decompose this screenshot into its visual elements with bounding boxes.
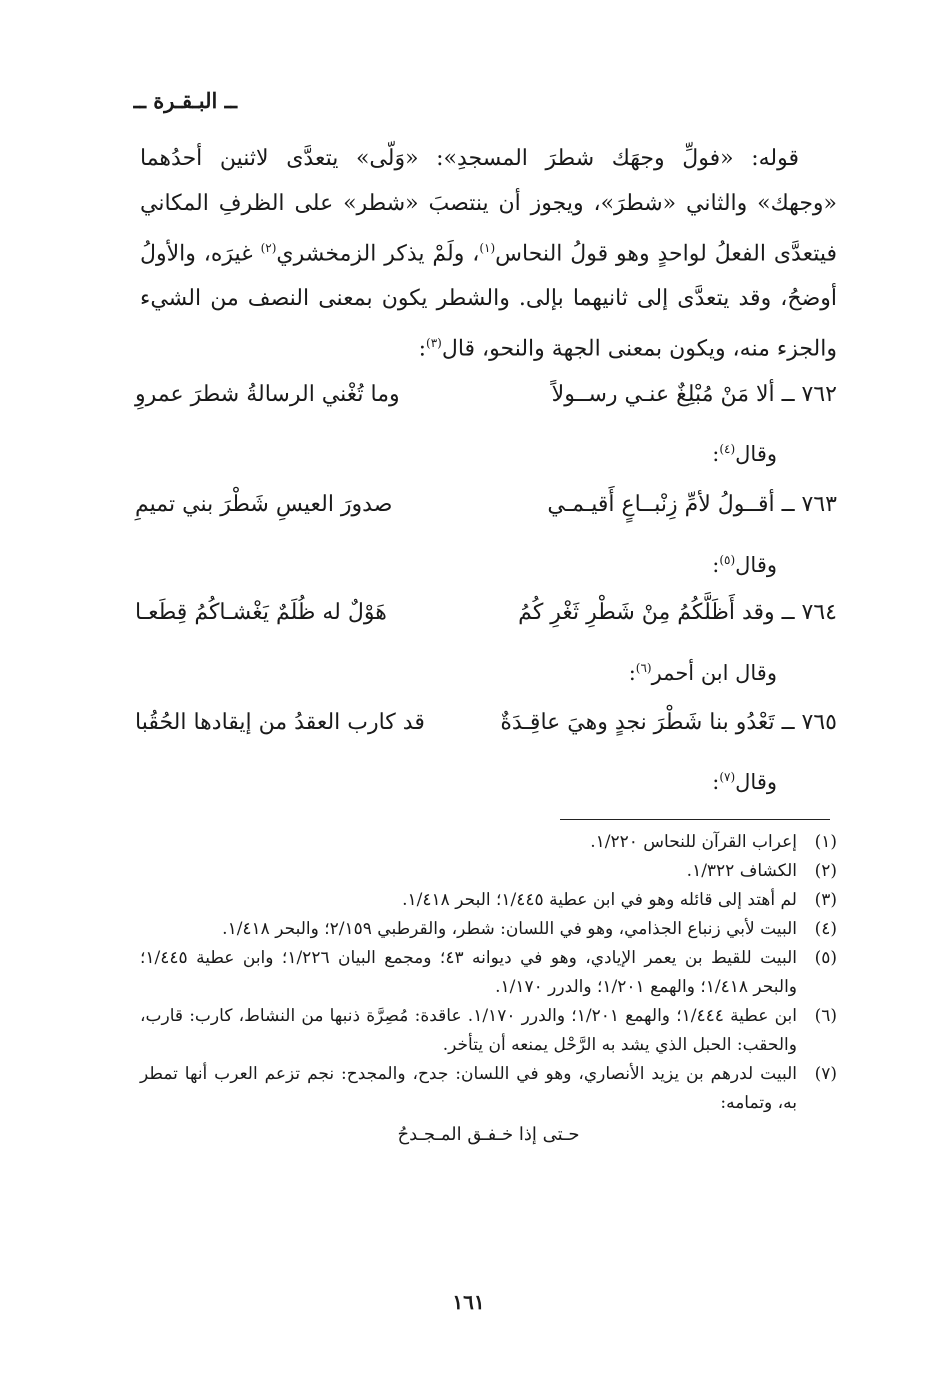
footnote: [140, 1002, 837, 1060]
footnote-number: (١): [814, 832, 837, 852]
footnote: [140, 828, 837, 857]
footnote-text: الكشاف ١/٣٢٢.: [686, 861, 797, 881]
footnotes: [140, 828, 837, 1149]
footnote-ref: (٤): [719, 442, 736, 456]
footnote-divider: [560, 819, 830, 820]
footnote: [140, 886, 837, 915]
main-paragraph: [140, 136, 837, 372]
footnote: [140, 915, 837, 944]
verse-763: [135, 492, 837, 532]
footnote-verse-completion: حـتى إذا خـفـق المـجـدحُ: [397, 1124, 580, 1145]
footnote-number: (٧): [814, 1064, 837, 1084]
paragraph-text: [140, 136, 837, 372]
page-number: ١٦١: [452, 1290, 485, 1314]
verse-762: [135, 382, 837, 422]
footnote-ref: (٢): [260, 241, 277, 255]
verse-intro: وقال$^{(٤)}$:: [712, 442, 777, 466]
footnote-text: ابن عطية ١/٤٤٤؛ والهمع ١/٢٠١؛ والدرر ١/١٧٠. عاقدة: مُصِرَّة ذنبها من النشاط، كارب: قارب، والحقب: الحبل الذي يشد به الرَّحْل يمنعه أن يتأخر.: [140, 1006, 797, 1055]
verse-second-hemistich: صدورَ العيسِ شَطْرَ بني تميمِ: [135, 492, 393, 517]
footnote-ref: (٥): [719, 553, 736, 567]
paragraph-part: ، ولَمْ يذكر الزمخشري: [276, 241, 480, 267]
verse-765: [135, 710, 837, 750]
footnote: [140, 944, 837, 1002]
footnote: [140, 1060, 837, 1118]
verse-second-hemistich: قد كارب العقدُ من إيقادها الحُقُبا: [135, 710, 425, 735]
verse-first-hemistich: ٧٦٣ ــ أقــولُ لأمِّ زِنْبــاعٍ أَقيـمـي: [547, 492, 837, 517]
verse-intro: وقال$^{(٥)}$:: [712, 553, 777, 577]
verse-second-hemistich: وما تُغْني الرسالةُ شطرَ عمروِ: [135, 382, 400, 407]
verse-intro: وقال ابن أحمر$^{(٦)}$:: [628, 661, 777, 685]
verse-second-hemistich: هَوْلٌ له ظُلَمٌ يَغْشـاكُمُ قِطَعـا: [135, 600, 387, 625]
footnote-ref: (٣): [426, 336, 442, 351]
footnote-number: (٢): [814, 861, 837, 881]
verse-first-hemistich: ٧٦٢ ــ ألا مَنْ مُبْلِغٌ عنـي رســولاً: [551, 382, 837, 407]
footnote-number: (٤): [814, 919, 837, 939]
paragraph-part: :: [418, 336, 427, 362]
verse-764: [135, 600, 837, 640]
footnote-number: (٦): [814, 1006, 837, 1026]
running-header: ــ البـقـرة ــ: [133, 88, 237, 113]
verse-intro: وقال$^{(٧)}$:: [712, 770, 777, 794]
footnote-text: البيت لأبي زنباع الجذامي، وهو في اللسان: شطر، والقرطبي ٢/١٥٩؛ والبحر ١/٤١٨.: [222, 919, 797, 939]
footnote-number: (٥): [814, 948, 837, 968]
intro-text: وقال: [735, 442, 777, 466]
verse-first-hemistich: ٧٦٤ ــ وقد أَظَلَّكُمُ مِنْ شَطْرِ ثَغْرِ كُمُ: [518, 600, 837, 625]
verse-first-hemistich: ٧٦٥ ــ تَعْدُو بنا شَطْرَ نجدٍ وهيَ عاقِـدَةٌ: [500, 710, 837, 735]
footnote-text: البيت للقيط بن يعمر الإيادي، وهو في ديوانه ٤٣؛ ومجمع البيان ١/٢٢٦؛ وابن عطية ١/٤٤٥؛ والبحر ١/٤١٨؛ والهمع ١/٢٠١؛ والدرر ١/١٧٠.: [140, 948, 798, 997]
footnote-ref: (٦): [635, 661, 652, 675]
footnote-text: إعراب القرآن للنحاس ١/٢٢٠.: [590, 832, 797, 852]
intro-text: وقال: [735, 770, 777, 794]
paragraph-part: غيرَه، والأولُ أوضحُ، وقد يتعدَّى إلى ثانيهما بإلى. والشطر يكون بمعنى النصف من الشيء والجزء منه، ويكون بمعنى الجهة والنحو، قال: [140, 241, 837, 362]
footnote-ref: (١): [479, 241, 496, 255]
footnote-ref: (٧): [719, 770, 736, 784]
intro-text: وقال: [735, 553, 777, 577]
footnote: [140, 857, 837, 886]
footnote-text: البيت لدرهم بن يزيد الأنصاري، وهو في اللسان: جدح، والمجدح: نجم تزعم العرب أنها تمطر به، وتمامه:: [140, 1064, 797, 1113]
intro-text: وقال ابن أحمر: [651, 661, 777, 685]
footnote-number: (٣): [814, 890, 837, 910]
paragraph-part: قوله: «فولِّ وجهَك شطرَ المسجدِ»: «وَلّى» يتعدَّى لاثنين أحدُهما «وجهك» والثاني «شطرَ»، ويجوز أن ينتصبَ «شطر» على الظرفِ المكاني فيتعدَّى الفعلُ لواحدٍ وهو قولُ النحاس: [140, 146, 837, 267]
footnote-text: لم أهتد إلى قائله وهو في ابن عطية ١/٤٤٥؛ البحر ١/٤١٨.: [402, 890, 797, 910]
